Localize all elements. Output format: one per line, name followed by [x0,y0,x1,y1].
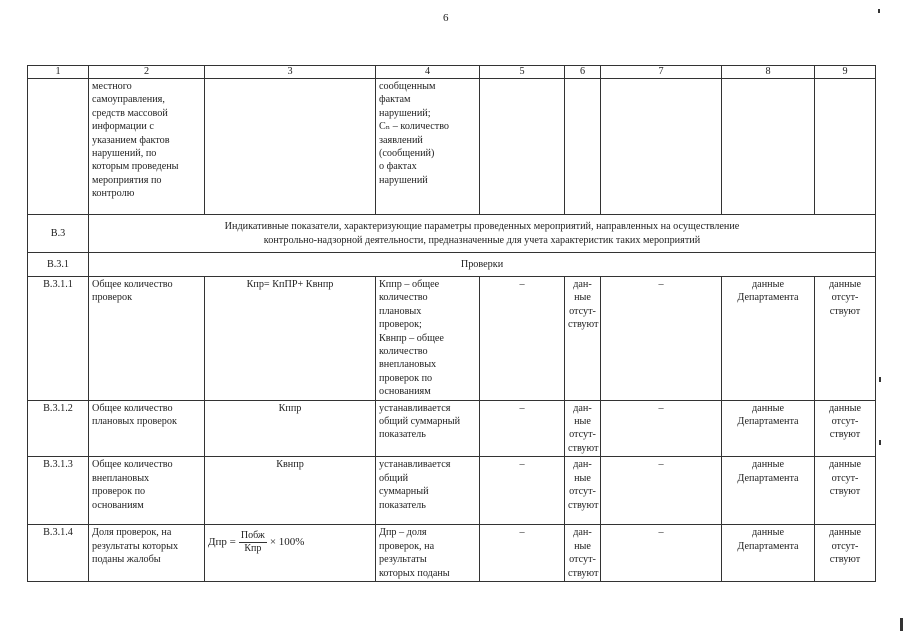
column-header: 1 [28,66,89,79]
table-cell: – [480,400,565,457]
formula-fraction [239,530,267,555]
section-code: В.3 [28,215,89,253]
table-row [28,400,876,457]
column-header: 8 [722,66,815,79]
table-cell: данные Департамента [722,525,815,582]
indicator-name-cell: Общее количество внеплановых проверок по основаниям [89,457,205,525]
formula-cell [205,525,376,582]
table-cell: данные Департамента [722,277,815,401]
table-cell: – [601,400,722,457]
continued-row [28,79,876,215]
description-cell: Дпр – доля проверок, на результаты которых поданы [376,525,480,582]
table-cell [601,79,722,215]
formula-cell: Кппр [205,400,376,457]
table-cell: – [480,457,565,525]
section-title: Проверки [89,253,876,277]
indicators-table [27,65,876,582]
section-row-b31 [28,253,876,277]
description-cell: сообщенным фактам нарушений; Сₙ – количество заявлений (сообщений) о фактах нарушений [376,79,480,215]
row-code: В.3.1.1 [28,277,89,401]
scan-artifact [900,618,903,631]
description-cell: устанавливается общий суммарный показатель [376,457,480,525]
scan-artifact [878,9,880,13]
table-cell: дан- ные отсут- ствуют [565,277,601,401]
formula-numerator: Побж [240,530,265,542]
indicator-name-cell: Общее количество проверок [89,277,205,401]
description-cell: Кппр – общее количество плановых проверок; Квнпр – общее количество внеплановых проверок по основаниям [376,277,480,401]
table-cell [565,79,601,215]
table-cell [480,79,565,215]
table-cell: дан- ные отсут- ствуют [565,400,601,457]
indicator-name-cell: Общее количество плановых проверок [89,400,205,457]
table-cell: дан- ные отсут- ствуют [565,457,601,525]
formula-denominator: Кпр [244,543,262,555]
row-code: В.3.1.3 [28,457,89,525]
scan-artifact [879,440,881,445]
section-code: В.3.1 [28,253,89,277]
page-number: 6 [443,12,449,24]
table-cell [722,79,815,215]
column-header: 5 [480,66,565,79]
column-header: 9 [815,66,876,79]
scan-artifact [879,377,881,382]
table-cell: – [480,525,565,582]
table-row [28,457,876,525]
table-cell: – [601,457,722,525]
description-cell: устанавливается общий суммарный показатель [376,400,480,457]
table-row [28,277,876,401]
column-header: 2 [89,66,205,79]
table-cell: данные отсут- ствуют [815,457,876,525]
table-cell: данные отсут- ствуют [815,525,876,582]
table-cell: данные отсут- ствуют [815,400,876,457]
formula-lhs: Дпр = [208,536,236,549]
indicator-name-cell: Доля проверок, на результаты которых поданы жалобы [89,525,205,582]
row-code: В.3.1.4 [28,525,89,582]
table-cell: – [480,277,565,401]
formula-rhs: × 100% [269,536,305,549]
table-cell: – [601,525,722,582]
column-header: 3 [205,66,376,79]
table-cell [815,79,876,215]
table-cell: данные отсут- ствуют [815,277,876,401]
column-header-row [28,66,876,79]
table-row [28,525,876,582]
table-cell: дан- ные отсут- ствуют [565,525,601,582]
column-header: 4 [376,66,480,79]
section-row-b3 [28,215,876,253]
table-cell [28,79,89,215]
column-header: 7 [601,66,722,79]
table-cell: данные Департамента [722,400,815,457]
section-title: Индикативные показатели, характеризующие параметры проведенных мероприятий, направленных на осуществление контрольно-надзорной деятельности, предназначенные для учета характеристик таких мероприятий [89,215,876,253]
indicator-name-cell: местного самоуправления, средств массовой информации с указанием фактов нарушений, по которым проведены мероприятия по контролю [89,79,205,215]
share-formula [208,530,304,555]
formula-cell: Кпр= КпПР+ Квнпр [205,277,376,401]
row-code: В.3.1.2 [28,400,89,457]
table-cell: – [601,277,722,401]
formula-cell: Квнпр [205,457,376,525]
column-header: 6 [565,66,601,79]
table-cell [205,79,376,215]
table-cell: данные Департамента [722,457,815,525]
